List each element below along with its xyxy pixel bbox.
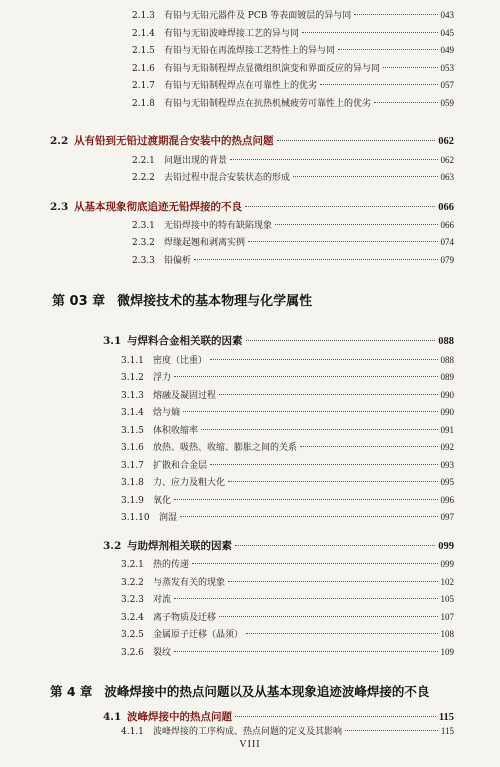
entry-number: 3.1.8	[121, 478, 144, 488]
entry-title: 波峰焊接的工序构成、热点问题的定义及其影响	[153, 727, 343, 737]
toc-entry	[132, 235, 454, 248]
entry-number: 3.2.2	[121, 578, 144, 588]
entry-title: 有铅与无铅制程焊点在可靠性上的优劣	[164, 81, 318, 91]
entry-title: 熔融及凝固过程	[153, 391, 217, 401]
entry-number: 2.1.6	[132, 64, 155, 74]
entry-number: 2.2.1	[132, 156, 155, 166]
entry-page: 102	[440, 577, 454, 587]
leader-dots	[245, 206, 435, 207]
entry-title: 热的传递	[153, 560, 190, 570]
leader-dots	[230, 159, 437, 160]
toc-entry	[121, 510, 454, 523]
leader-dots	[302, 32, 437, 33]
entry-page: 043	[440, 10, 454, 20]
leader-dots	[300, 446, 437, 447]
entry-title: 焊缘起翘和剥离实例	[164, 238, 246, 248]
entry-page: 095	[440, 477, 454, 487]
entry-page: 062	[440, 155, 454, 165]
toc-entry	[132, 8, 454, 21]
toc-section	[50, 199, 454, 214]
entry-page: 096	[440, 495, 454, 505]
section-title: 与助焊剂相关联的因素	[127, 540, 232, 552]
leader-dots	[277, 140, 436, 141]
chapter-heading	[50, 682, 429, 700]
toc-entry	[121, 353, 454, 366]
entry-title: 问题出现的背景	[164, 156, 228, 166]
toc-entry	[132, 61, 454, 74]
leader-dots	[174, 598, 437, 599]
entry-number: 3.1.2	[121, 373, 144, 383]
entry-page: 059	[440, 98, 454, 108]
entry-number: 3.1.5	[121, 426, 144, 436]
entry-page: 105	[440, 594, 454, 604]
section-page: 115	[438, 712, 454, 723]
entry-title: 有铅与无铅在再流焊接工艺特性上的异与同	[164, 46, 336, 56]
leader-dots	[219, 394, 437, 395]
toc-entry	[121, 645, 454, 658]
leader-dots	[210, 359, 437, 360]
entry-number: 2.1.5	[132, 46, 155, 56]
leader-dots	[228, 581, 437, 582]
toc-entry	[121, 405, 454, 418]
toc-entry	[121, 610, 454, 623]
entry-page: 091	[440, 425, 454, 435]
entry-page: 088	[440, 355, 454, 365]
leader-dots	[194, 259, 437, 260]
entry-page: 089	[440, 372, 454, 382]
toc-entry	[132, 43, 454, 56]
entry-page: 109	[440, 647, 454, 657]
entry-page: 079	[440, 255, 454, 265]
entry-title: 有铅与无铅元器件及 PCB 等表面镀层的异与同	[164, 11, 352, 21]
leader-dots	[228, 481, 437, 482]
leader-dots	[183, 411, 437, 412]
entry-title: 铅偏析	[164, 256, 192, 266]
toc-entry	[121, 493, 454, 506]
entry-page: 057	[440, 80, 454, 90]
toc-entry	[132, 253, 454, 266]
toc-entry	[121, 440, 454, 453]
entry-page: 108	[440, 629, 454, 639]
leader-dots	[235, 545, 435, 546]
entry-page: 074	[440, 237, 454, 247]
leader-dots	[219, 616, 437, 617]
entry-number: 2.3.3	[132, 256, 155, 266]
leader-dots	[374, 102, 437, 103]
section-title: 从基本现象彻底追迹无铅焊接的不良	[74, 201, 242, 213]
section-number: 4.1	[103, 711, 122, 723]
toc-entry	[121, 557, 454, 570]
section-title: 与焊料合金相关联的因素	[127, 335, 243, 347]
section-title: 从有铅到无铅过渡期混合安装中的热点问题	[74, 135, 274, 147]
entry-number: 3.1.6	[121, 443, 144, 453]
entry-number: 3.2.3	[121, 595, 144, 605]
toc-entry	[121, 575, 454, 588]
entry-number: 3.1.7	[121, 461, 144, 471]
entry-number: 2.1.4	[132, 29, 155, 39]
chapter-heading	[52, 290, 312, 309]
entry-page: 115	[440, 726, 454, 736]
entry-title: 力、应力及粗大化	[153, 478, 226, 488]
section-title: 波峰焊接中的热点问题	[127, 711, 232, 723]
entry-number: 3.1.10	[121, 513, 150, 523]
entry-title: 体积收缩率	[153, 426, 199, 436]
leader-dots	[383, 67, 437, 68]
entry-title: 对流	[153, 595, 172, 605]
toc-section	[103, 333, 454, 348]
toc-entry	[132, 26, 454, 39]
entry-page: 090	[440, 407, 454, 417]
entry-title: 有铅与无铅制程焊点显微组织演变和界面反应的异与同	[164, 64, 381, 74]
leader-dots	[338, 49, 437, 50]
section-page: 099	[438, 541, 454, 552]
leader-dots	[201, 429, 437, 430]
entry-title: 裂纹	[153, 648, 172, 658]
entry-page: 093	[440, 460, 454, 470]
entry-number: 3.2.5	[121, 630, 144, 640]
entry-title: 有铅与无铅制程焊点在抗热机械疲劳可靠性上的优劣	[164, 99, 372, 109]
toc-entry	[121, 458, 454, 471]
entry-number: 3.2.4	[121, 613, 144, 623]
entry-number: 2.1.7	[132, 81, 155, 91]
entry-title: 润湿	[159, 513, 178, 523]
chapter-number: 第 03 章	[52, 294, 106, 309]
leader-dots	[192, 563, 437, 564]
leader-dots	[354, 14, 437, 15]
entry-number: 3.1.3	[121, 391, 144, 401]
entry-page: 097	[440, 512, 454, 522]
toc-entry	[121, 592, 454, 605]
toc-entry	[121, 423, 454, 436]
entry-title: 无铅焊接中的特有缺陷现象	[164, 221, 273, 231]
entry-number: 2.1.3	[132, 11, 155, 21]
entry-page: 053	[440, 63, 454, 73]
entry-number: 2.3.1	[132, 221, 155, 231]
entry-number: 2.1.8	[132, 99, 155, 109]
entry-number: 3.1.1	[121, 356, 144, 366]
toc-entry	[132, 78, 454, 91]
leader-dots	[210, 464, 437, 465]
leader-dots	[320, 84, 437, 85]
entry-title: 焓与熵	[153, 408, 181, 418]
toc-entry	[121, 627, 454, 640]
toc-entry	[132, 153, 454, 166]
entry-page: 049	[440, 45, 454, 55]
toc-entry	[121, 370, 454, 383]
section-page: 066	[438, 202, 454, 213]
leader-dots	[235, 716, 436, 717]
section-page: 088	[438, 336, 454, 347]
entry-page: 090	[440, 390, 454, 400]
entry-number: 3.1.4	[121, 408, 144, 418]
entry-title: 氧化	[153, 496, 172, 506]
toc-section	[103, 709, 454, 724]
toc-entry	[121, 388, 454, 401]
entry-title: 放热、吸热、收缩、膨胀之间的关系	[153, 443, 298, 453]
leader-dots	[293, 176, 437, 177]
chapter-number: 第 4 章	[50, 684, 93, 699]
page-number: VIII	[239, 739, 261, 750]
entry-title: 离子物质及迁移	[153, 613, 217, 623]
section-number: 2.3	[50, 201, 69, 213]
entry-number: 3.2.1	[121, 560, 144, 570]
chapter-title: 微焊接技术的基本物理与化学属性	[117, 294, 313, 309]
section-number: 3.1	[103, 335, 122, 347]
chapter-title: 波峰焊接中的热点问题以及从基本现象追迹波峰焊接的不良	[104, 684, 430, 699]
leader-dots	[246, 633, 437, 634]
toc-entry	[132, 96, 454, 109]
entry-page: 066	[440, 220, 454, 230]
section-page: 062	[438, 136, 454, 147]
entry-page: 092	[440, 442, 454, 452]
entry-title: 有铅与无铅波峰焊接工艺的异与同	[164, 29, 300, 39]
leader-dots	[248, 241, 437, 242]
entry-title: 密度（比重）	[153, 356, 208, 366]
entry-title: 浮力	[153, 373, 172, 383]
toc-section	[50, 133, 454, 148]
entry-number: 3.2.6	[121, 648, 144, 658]
entry-number: 3.1.9	[121, 496, 144, 506]
entry-page: 045	[440, 28, 454, 38]
leader-dots	[174, 376, 437, 377]
toc-entry	[121, 724, 454, 737]
leader-dots	[180, 516, 437, 517]
entry-number: 4.1.1	[121, 727, 144, 737]
entry-title: 与蒸发有关的现象	[153, 578, 226, 588]
section-number: 3.2	[103, 540, 122, 552]
entry-page: 099	[440, 559, 454, 569]
section-number: 2.2	[50, 135, 69, 147]
toc-entry	[121, 475, 454, 488]
toc-section	[103, 538, 454, 553]
entry-title: 扩散和合金层	[153, 461, 208, 471]
leader-dots	[345, 730, 438, 731]
leader-dots	[246, 340, 436, 341]
toc-entry	[132, 218, 454, 231]
leader-dots	[174, 499, 437, 500]
entry-page: 107	[440, 612, 454, 622]
leader-dots	[174, 651, 437, 652]
entry-page: 063	[440, 172, 454, 182]
leader-dots	[275, 224, 437, 225]
entry-number: 2.2.2	[132, 173, 155, 183]
toc-entry	[132, 170, 454, 183]
entry-title: 金属原子迁移（晶须）	[153, 630, 244, 640]
entry-title: 去铅过程中混合安装状态的形成	[164, 173, 291, 183]
entry-number: 2.3.2	[132, 238, 155, 248]
